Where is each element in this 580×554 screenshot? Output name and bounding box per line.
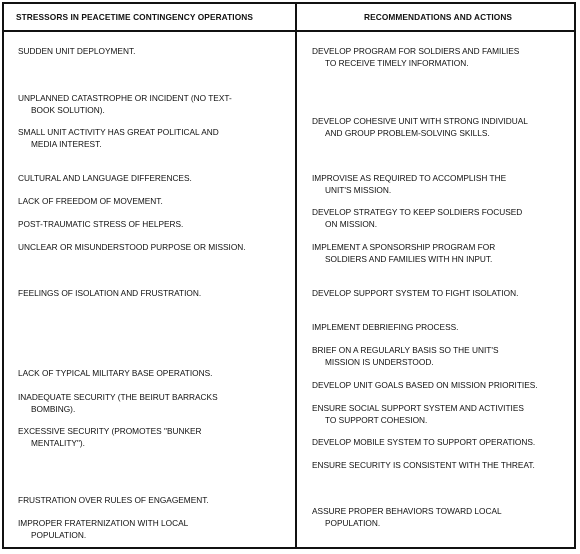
stressor-line: CULTURAL AND LANGUAGE DIFFERENCES. (18, 173, 192, 183)
recommendation-item (312, 506, 502, 529)
stressor-line-cont: MENTALITY"). (31, 437, 85, 448)
stressor-item (18, 46, 135, 58)
stressor-item (18, 368, 212, 380)
stressor-line: POST-TRAUMATIC STRESS OF HELPERS. (18, 219, 184, 229)
column-divider (295, 4, 297, 547)
recommendation-item (312, 403, 524, 426)
stressor-line: IMPROPER FRATERNIZATION WITH LOCAL (18, 518, 189, 528)
stressor-line-cont: MEDIA INTEREST. (31, 138, 102, 149)
recommendations-column-header: RECOMMENDATIONS AND ACTIONS (364, 12, 513, 22)
recommendation-line: DEVELOP PROGRAM FOR SOLDIERS AND FAMILIES (312, 46, 520, 56)
stressor-line: UNCLEAR OR MISUNDERSTOOD PURPOSE OR MISSION. (18, 242, 246, 252)
recommendation-line: IMPLEMENT A SPONSORSHIP PROGRAM FOR (312, 242, 496, 252)
stressor-item (18, 127, 219, 150)
stressor-item (18, 219, 183, 231)
stressor-line-cont: POPULATION. (31, 529, 87, 540)
stressor-item (18, 495, 209, 507)
stressors-column-header: STRESSORS IN PEACETIME CONTINGENCY OPERATIONS (16, 12, 253, 22)
stressor-item (18, 93, 232, 116)
recommendation-item (312, 207, 522, 230)
recommendation-line-cont: ON MISSION. (325, 218, 378, 229)
recommendation-line: DEVELOP UNIT GOALS BASED ON MISSION PRIORITIES. (312, 380, 538, 390)
recommendation-line-cont: POPULATION. (325, 517, 381, 528)
recommendation-line-cont: AND GROUP PROBLEM-SOLVING SKILLS. (325, 127, 490, 138)
stressor-line: LACK OF TYPICAL MILITARY BASE OPERATIONS. (18, 368, 213, 378)
stressor-line-cont: BOMBING). (31, 403, 76, 414)
recommendation-line-cont: TO RECEIVE TIMELY INFORMATION. (325, 57, 469, 68)
recommendation-line-cont: UNIT'S MISSION. (325, 184, 392, 195)
recommendation-item (312, 437, 535, 449)
recommendation-line: ASSURE PROPER BEHAVIORS TOWARD LOCAL (312, 506, 502, 516)
recommendation-line-cont: SOLDIERS AND FAMILIES WITH HN INPUT. (325, 253, 493, 264)
stressor-line: UNPLANNED CATASTROPHE OR INCIDENT (NO TEXT- (18, 93, 232, 103)
recommendation-item (312, 380, 538, 392)
stressor-line-cont: BOOK SOLUTION). (31, 104, 105, 115)
recommendation-line: IMPROVISE AS REQUIRED TO ACCOMPLISH THE (312, 173, 507, 183)
recommendation-item (312, 288, 518, 300)
stressor-line: LACK OF FREEDOM OF MOVEMENT. (18, 196, 163, 206)
stressor-item (18, 173, 192, 185)
stressor-item (18, 426, 202, 449)
recommendation-line: DEVELOP SUPPORT SYSTEM TO FIGHT ISOLATION. (312, 288, 519, 298)
recommendation-item (312, 322, 458, 334)
stressor-item (18, 288, 201, 300)
stressor-line: FRUSTRATION OVER RULES OF ENGAGEMENT. (18, 495, 209, 505)
recommendation-line-cont: MISSION IS UNDERSTOOD. (325, 356, 434, 367)
recommendation-item (312, 242, 495, 265)
recommendation-line: DEVELOP COHESIVE UNIT WITH STRONG INDIVIDUAL (312, 116, 528, 126)
stressor-item (18, 518, 188, 541)
recommendation-line: DEVELOP STRATEGY TO KEEP SOLDIERS FOCUSED (312, 207, 523, 217)
stressor-table (2, 2, 576, 549)
recommendation-line: DEVELOP MOBILE SYSTEM TO SUPPORT OPERATIONS. (312, 437, 536, 447)
stressor-item (18, 242, 246, 254)
stressor-line: INADEQUATE SECURITY (THE BEIRUT BARRACKS (18, 392, 218, 402)
recommendation-line: ENSURE SOCIAL SUPPORT SYSTEM AND ACTIVITIES (312, 403, 524, 413)
stressor-item (18, 196, 163, 208)
recommendation-item (312, 345, 498, 368)
recommendation-line: IMPLEMENT DEBRIEFING PROCESS. (312, 322, 459, 332)
recommendation-item (312, 460, 535, 472)
stressor-line: SMALL UNIT ACTIVITY HAS GREAT POLITICAL AND (18, 127, 219, 137)
recommendation-item (312, 116, 528, 139)
recommendation-item (312, 46, 519, 69)
stressor-line: SUDDEN UNIT DEPLOYMENT. (18, 46, 136, 56)
recommendation-line-cont: TO SUPPORT COHESION. (325, 414, 428, 425)
recommendation-item (312, 173, 506, 196)
recommendation-line: BRIEF ON A REGULARLY BASIS SO THE UNIT'S (312, 345, 499, 355)
stressor-line: EXCESSIVE SECURITY (PROMOTES "BUNKER (18, 426, 202, 436)
recommendation-line: ENSURE SECURITY IS CONSISTENT WITH THE THREAT. (312, 460, 535, 470)
header-divider (4, 30, 574, 32)
stressor-item (18, 392, 218, 415)
stressor-line: FEELINGS OF ISOLATION AND FRUSTRATION. (18, 288, 202, 298)
